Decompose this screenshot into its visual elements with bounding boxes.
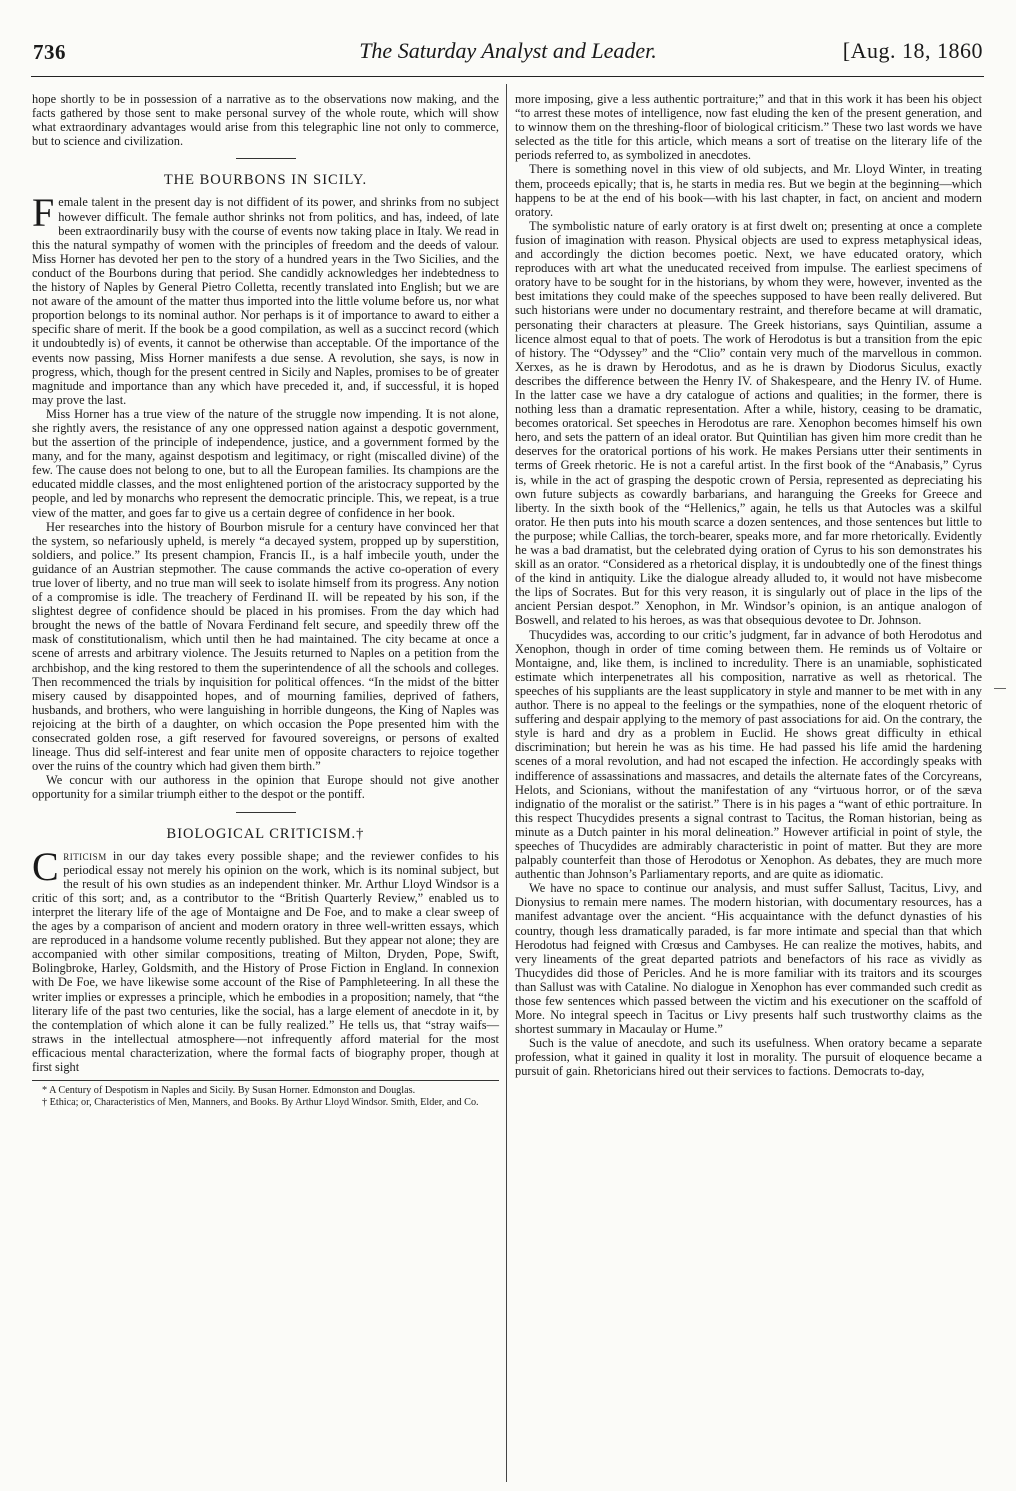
right-paragraph-2: There is something novel in this view of old subjects, and Mr. Lloyd Winter, in treating them, proceeds epically; that is, he starts in media res. But we begin at the beginning—which happens to be at the end of his book—with his last chapter, in fact, on ancient and modern oratory. (515, 162, 982, 219)
bourbons-paragraph-2: Miss Horner has a true view of the nature of the struggle now impending. It is not alone, she rightly avers, the resistance of any one oppressed nation against a despotic government, but the assertion of the principle of independence, justice, and a government formed by the many, and for the many, against despotism and legitimacy, or right (miscalled divine) of the few. The cause does not belong to one, but to all the European families. Its champions are the educated middle classes, and the most enlightened portion of the aristocracy supported by the people, and led by monarchs who represent the democratic principle. This, we repeat, is a true view of the matter, and goes far to give us a certain degree of confidence in her book. (32, 406, 499, 520)
margin-mark (994, 688, 1006, 689)
intro-paragraph: hope shortly to be in possession of a narrative as to the observations now making, and the facts gathered by those sent to make personal survey of the whole route, which will show what extraordinary advantages would arise from this telegraphic line not only to commerce, but to science and civilization. (32, 92, 499, 149)
bourbons-paragraph-4: We concur with our authoress in the opinion that Europe should not give another opportunity for a similar triumph either to the despot or the pontiff. (32, 773, 499, 802)
right-paragraph-4: Thucydides was, according to our critic’s judgment, far in advance of both Herodotus and Xenophon, though in order of time coming between them. He reminds us of Voltaire or Montaigne, and, like them, is inclined to incredulity. There is an unamiable, sophisticated estimate which interpenetrates all his composition, narrative as well as rhetorical. The speeches of his suppliants are the least supplicatory in style and manner to be met with in any author. There is no appeal to the feelings or the sympathies, none of the eloquent rhetoric of suffering and despair applying to the memory of past associations for aid. On the contrary, the style is hard and dry as a problem in Euclid. He shows great difficulty in ethical discrimination; but herein he was as his time. He had passed his life amid the hardening scenes of a moral revolution, and had not escaped the infection. He accordingly speaks with indifference of assassinations and massacres, and details the alternate fates of the Corcyreans, Helots, and Scionians, without the manifestation of any “virtuous horror, or of the sæva indignatio of the moralist or the satirist.” There is in his pages a “want of ethic portraiture. In this respect Thucydides presents a signal contrast to Tacitus, the Roman historian, being as minute as a Dutch painter in his moral delineation.” However artificial in point of style, the speeches of Thucydides are admirably characteristic in point of matter. But they are more palpably counterfeit than those of Herodotus or Xenophon. As debates, they are much more authentic than Johnson’s Parliamentary reports, and are quite as idiomatic. (515, 627, 982, 882)
biological-title: BIOLOGICAL CRITICISM.† (166, 825, 365, 842)
right-paragraph-6: Such is the value of anecdote, and such its usefulness. When oratory became a separate profession, what it gained in quality it lost in morality. The pursuit of eloquence became a pursuit of gain. Rhetoricians hired out their services to factions. Democrats to-day, (515, 1036, 982, 1079)
footnote-1: * A Century of Despotism in Naples and Sicily. By Susan Horner. Edmonston and Douglas. (42, 1085, 416, 1097)
bourbons-paragraph-1: Female talent in the present day is not diffident of its power, and shrinks from no subject however difficult. The female author shrinks not from politics, and has, indeed, of late been extraordinarily busy with the course of events now taking place in Italy. We read in this the natural sympathy of women with the principles of freedom and the deeds of valour. Miss Horner has devoted her pen to the story of a hundred years in the Two Sicilies, and the conduct of the Bourbons during that period. She candidly acknowledges her indebtedness to the history of Naples by General Pietro Colletta, recently translated into English; but we are not aware of the amount of the matter thus imported into the little volume before us, nor what proportion belongs to its nominal author. Nor perhaps is it of importance to award to either a specific share of merit. If the book be a good compilation, as well as a succinct record (which it undoubtedly is) of events, it cannot be otherwise than acceptable. Of the importance of the events now passing, Miss Horner manifests a due sense. A revolution, she says, is now in progress, which, though for the present centred in Sicily and Naples, promises to be of greater magnitude and importance than any which have preceded it, and, if successful, it is hoped may prove the last. (32, 190, 499, 407)
right-paragraph-3: The symbolistic nature of early oratory is at first dwelt on; presenting at once a complete fusion of imagination with reason. Physical objects are used to express metaphysical ideas, and accordingly the diction becomes poetic. Next, we have educated oratory, which reproduces with art what the uneducated received from impulse. The earliest specimens of oratory have to be sought for in the historians, by whom they were, however, invented as the best imitations they could make of the speeches supposed to have been really delivered. But such historians were under no documentary restraint, and therefore became at will dramatic, personating their characters at pleasure. The Greek historians, says Quintilian, assume a licence almost equal to that of poets. The work of Herodotus is but a transition from the epic of history. The “Odyssey” and the “Clio” contain very much of the marvellous in common. Xerxes, as he is drawn by Herodotus, and as he is drawn by Diodorus Siculus, exactly describes the difference between the Henry IV. of Shakespeare, and the Henry IV. of Hume. In the latter case we have a dry catalogue of actions and qualities; in the former, there is nothing less than a dramatic representation. After a while, history, ceasing to be dramatic, becomes oratorical. Set speeches in Herodotus are rare. Xenophon becomes himself his own hero, and sets the pattern of an ideal orator. But Quintilian has given him more credit than he deserves for the oratorical portions of his work. He makes Persians utter their sentiments in terms of Greek rhetoric. He is not a careful artist. In the first book of the “Anabasis,” Cyrus is, while in the act of grasping the despotic crown of Persia, represented as depreciating his own future subjects as cowardly barbarians, and haranguing the Greeks for Greece and liberty. In the sixth book of the “Hellenics,” again, he tells us that Autocles was a skilful orator. He then puts into his mouth scarce a dozen sentences, and those sentences but little to the purpose; while Callias, the torch-bearer, speaks more, and far more rhetorically. Evidently he was a bad dramatist, but the celebrated dying oration of Cyrus to his son demonstrates his skill as an orator. “Considered as a rhetorical display, it is undoubtedly one of the finest things of the kind in antiquity. Like the dialogue already alluded to, it would not have misbecome the lips of Socrates. But for this very reason, it is singularly out of place in the lips of the ancient Persian despot.” Xenophon, in Mr. Windsor’s opinion, is an antique analogon of Boswell, and related to his heroes, as was that obsequious devotee to Dr. Johnson. (515, 218, 982, 628)
bourbons-paragraph-3: Her researches into the history of Bourbon misrule for a century have convinced her that the system, so nefariously upheld, is merely “a decayed system, propped up by superstition, soldiers, and police.” Its present champion, Francis II., is a half imbecile youth, under the guidance of an Austrian stepmother. The cause commands the active co-operation of every true lover of liberty, and no true man will seek to isolate himself from its progress. Any notion of a compromise is idle. The treachery of Ferdinand II. will be repeated by his son, if the slightest degree of confidence should be placed in his promises. From the day which had brought the news of the battle of Novara Ferdinand felt secure, and speedily threw off the mask of constitutionalism, which until then he had maintained. The city became at once a scene of arrests and arbitrary violence. The Jesuits returned to Naples on a petition from the archbishop, and the king restored to them the superintendence of all the schools and colleges. Then recommenced the trials by inquisition for political offences. “In the midst of the bitter misery caused by disappointed hopes, and of mourning families, deprived of fathers, husbands, and brothers, who were languishing in horrible dungeons, the King of Naples was rejoicing at the birth of a daughter, on which occasion the Pope presented him with the consecrated golden rose, a gift reserved for favoured sovereigns, or persons of exalted lineage. Thus did self-interest and fear unite men of opposite characters to rejoice together over the ruins of the country which had given them birth.” (32, 519, 499, 774)
biological-lead-word: Criticism (32, 843, 107, 889)
right-column (515, 92, 982, 1079)
right-paragraph-1: more imposing, give a less authentic portraiture;” and that in this work it has been his object “to arrest these motes of intelligence, now fast eluding the ken of the present generation, and to winnow them on the threshing-floor of biological criticism.” These two last words we have selected as the title for this article, which means a sort of treatise on the literary life of the periods referred to, as symbolized in anecdotes. (515, 92, 982, 163)
header-rule (31, 76, 984, 77)
bourbons-title: THE BOURBONS IN SICILY. (163, 172, 368, 189)
biological-paragraph-text: in our day takes every possible shape; and the reviewer confides to his periodical essay not merely his opinion on the work, which is its nominal subject, but the result of his own studies as an independent thinker. Mr. Arthur Lloyd Windsor is a critic of this sort; and, as a contributor to the “British Quarterly Review,” enabled us to interpret the literary life of the age of Montaigne and De Foe, and to make a clear sweep of the ages by a comparison of ancient and modern oratory in three well-written essays, which are reproduced in a handsome volume recently published. But they appear not alone; they are accompanied with other similar compositions, treating of Milton, Dryden, Pope, Swift, Bolingbroke, Harley, Goldsmith, and the History of Prose Fiction in England. In connexion with De Foe, we have likewise some account of the Rise of Pamphleteering. In all these the writer implies or expresses a principle, which he embodies in a proposition; namely, that “the literary life of the past two centuries, like the social, has a large element of anecdote in it, by the contemplation of which alone it can be fully realized.” He tells us, that “stray waifs—straws in the intellectual atmosphere—not infrequently afford material for the most efficacious mental characterization, where the formal facts of biography proper, though at first sight (32, 848, 499, 1074)
issue-date: [Aug. 18, 1860 (842, 38, 983, 63)
biological-paragraph-1 (32, 843, 499, 1075)
column-divider (506, 84, 507, 1482)
journal-title: The Saturday Analyst and Leader. (359, 38, 657, 63)
page-header (33, 40, 983, 80)
footnotes (32, 1080, 499, 1108)
page-number: 736 (33, 40, 66, 64)
footnote-2: † Ethica; or, Characteristics of Men, Manners, and Books. By Arthur Lloyd Windsor. Smith, Elder, and Co. (42, 1096, 479, 1108)
left-column (32, 92, 499, 1108)
right-paragraph-5: We have no space to continue our analysis, and must suffer Sallust, Tacitus, Livy, and Dionysius to remain mere names. The modern historian, with documentary resources, has a manifest advantage over the ancient. “His acquaintance with the defunct dynasties of his country, though less dramatically paraded, is far more intimate and special than that which Herodotus had feigned with Crœsus and Cambyses. He can realize the motives, habits, and very lineaments of the great departed patriots and benefactors of his race as vividly as Thucydides did those of Pericles. And he is more familiar with its traitors and its scourges than Sallust was with Cataline. No dialogue in Xenophon has ever commanded such credit as those few sentences which passed between the victim and his executioner on the scaffold of More. No integral speech in Tacitus or Livy presents half such trustworthy claims as the shortest summary in Macaulay or Hume.” (515, 881, 982, 1037)
section-rule (236, 158, 296, 159)
section-rule (236, 812, 296, 813)
